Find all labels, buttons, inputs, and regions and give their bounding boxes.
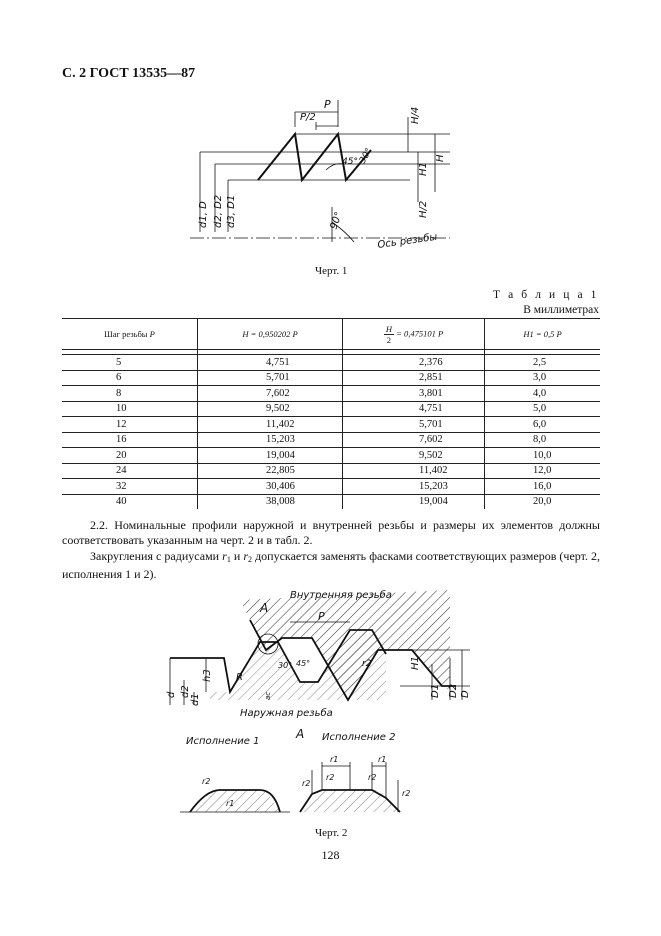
thread-table: [62, 318, 600, 509]
label-d1D: d1, D: [198, 201, 209, 228]
figure-2-nominal-profiles: [150, 580, 480, 825]
label-v2-r1b: r1: [378, 755, 387, 764]
label-v2-r2a: r2: [326, 773, 335, 782]
label-D1: D1: [430, 683, 441, 698]
version-2-detail: [300, 755, 410, 812]
page-header: С. 2 ГОСТ 13535—87: [62, 66, 196, 81]
table-cell: 16,0: [485, 479, 601, 495]
label-v2-r1a: r1: [330, 755, 339, 764]
label-external-thread: Наружная резьба: [240, 708, 333, 719]
paragraph-2-2: 2.2. Номинальные профили наружной и внутренней резьбы и размеры их элементов должны соответствовать указанным на черт. 2 и в табл. 2.: [62, 518, 600, 547]
table-cell: 9,502: [343, 448, 485, 464]
table-cell: 15,203: [198, 432, 343, 448]
label-H1: H1: [418, 162, 429, 176]
version-1-detail: [180, 777, 290, 812]
header-H1: H1 = 0,5 P: [485, 319, 601, 350]
label-d2: d2: [180, 685, 191, 698]
table-cell: 8: [62, 386, 198, 402]
label-H1: H1: [410, 656, 421, 670]
table-cell: 9,502: [198, 401, 343, 417]
label-d: d: [166, 691, 177, 698]
label-version-2: Исполнение 2: [322, 732, 396, 743]
table-cell: 6,0: [485, 417, 601, 433]
table-cell: 2,851: [343, 370, 485, 386]
table-cell: 32: [62, 479, 198, 495]
label-45: 45°: [296, 659, 311, 668]
figure-1-caption: Черт. 1: [315, 265, 348, 277]
table-cell: 30,406: [198, 479, 343, 495]
header-H: H = 0,950202 P: [198, 319, 343, 350]
table-row: [62, 448, 600, 464]
table-number: Т а б л и ц а 1: [492, 289, 599, 301]
table-cell: 10,0: [485, 448, 601, 464]
label-r2: r2: [362, 659, 372, 669]
table-cell: 8,0: [485, 432, 601, 448]
table-cell: 5,0: [485, 401, 601, 417]
label-v2-r2b: r2: [368, 773, 377, 782]
table-cell: 11,402: [198, 417, 343, 433]
table-caption: [493, 288, 599, 318]
label-90: 90°: [328, 210, 345, 232]
table-cell: 12: [62, 417, 198, 433]
label-30: 30°: [357, 146, 375, 166]
table-cell: 3,801: [343, 386, 485, 402]
label-R: R: [236, 672, 243, 683]
label-D: D: [460, 690, 471, 698]
label-H: H: [435, 154, 446, 162]
table-cell: 22,805: [198, 463, 343, 479]
label-ac: ac: [264, 691, 272, 700]
label-P: P: [324, 98, 331, 111]
table-row: [62, 355, 600, 371]
table-row: [62, 463, 600, 479]
table-cell: 19,004: [343, 494, 485, 509]
table-cell: 6: [62, 370, 198, 386]
table-row: [62, 494, 600, 509]
table-row: [62, 386, 600, 402]
figure-2-caption: Черт. 2: [315, 827, 348, 839]
table-row: [62, 479, 600, 495]
label-30: 30°: [278, 661, 293, 670]
table-cell: 2,376: [343, 355, 485, 371]
label-45: 45°: [342, 157, 358, 167]
table-row: [62, 417, 600, 433]
table-cell: 5,701: [343, 417, 485, 433]
table-cell: 10: [62, 401, 198, 417]
page-number: 128: [321, 848, 340, 862]
label-P2: P/2: [300, 112, 316, 123]
label-d3D1: d3, D1: [226, 194, 237, 228]
table-cell: 5,701: [198, 370, 343, 386]
table-cell: 4,0: [485, 386, 601, 402]
table-units: В миллиметрах: [523, 304, 599, 316]
table-cell: 2,5: [485, 355, 601, 371]
table-cell: 19,004: [198, 448, 343, 464]
label-version-1: Исполнение 1: [186, 736, 260, 747]
label-v1-r2: r2: [202, 777, 211, 786]
table-cell: 20: [62, 448, 198, 464]
label-D2: D2: [448, 683, 459, 698]
table-cell: 20,0: [485, 494, 601, 509]
table-row: [62, 401, 600, 417]
table-cell: 4,751: [198, 355, 343, 371]
table-cell: 15,203: [343, 479, 485, 495]
label-internal-thread: Внутренняя резьба: [290, 590, 392, 601]
table-cell: 3,0: [485, 370, 601, 386]
label-P: P: [318, 610, 325, 623]
table-cell: 7,602: [198, 386, 343, 402]
table-cell: 7,602: [343, 432, 485, 448]
table-row: [62, 432, 600, 448]
table-cell: 12,0: [485, 463, 601, 479]
table-cell: 4,751: [343, 401, 485, 417]
label-A2: A: [296, 727, 305, 741]
table-cell: 24: [62, 463, 198, 479]
table-row: [62, 370, 600, 386]
table-header-row: [62, 319, 600, 350]
label-h3: h3: [202, 669, 213, 682]
header-H2: $\frac{H}{2}$ = 0,475101 P: [343, 319, 485, 350]
label-H4: H/4: [410, 106, 421, 124]
table-cell: 40: [116, 496, 127, 508]
table-cell: 11,402: [343, 463, 485, 479]
table-cell: 38,008: [198, 494, 343, 509]
figure-1-thread-profile: [150, 92, 470, 264]
label-v2-r2c: r2: [302, 779, 311, 788]
table-cell: 5: [62, 355, 198, 371]
label-A: A: [260, 601, 269, 615]
label-d1: d1: [190, 693, 201, 706]
label-H2: H/2: [418, 200, 429, 218]
label-d2D2: d2, D2: [213, 194, 224, 228]
label-v2-r2d: r2: [402, 789, 411, 798]
table-cell: 16: [62, 432, 198, 448]
label-v1-r1: r1: [226, 799, 235, 808]
label-axis: Ось резьбы: [376, 231, 439, 251]
paragraph-rounding: Закругления с радиусами $r_1$ и $r_2$ допускается заменять фасками соответствующих размеров (черт. 2, исполнения 1 и 2).: [62, 549, 601, 581]
header-pitch: Шаг резьбы P: [62, 319, 198, 350]
